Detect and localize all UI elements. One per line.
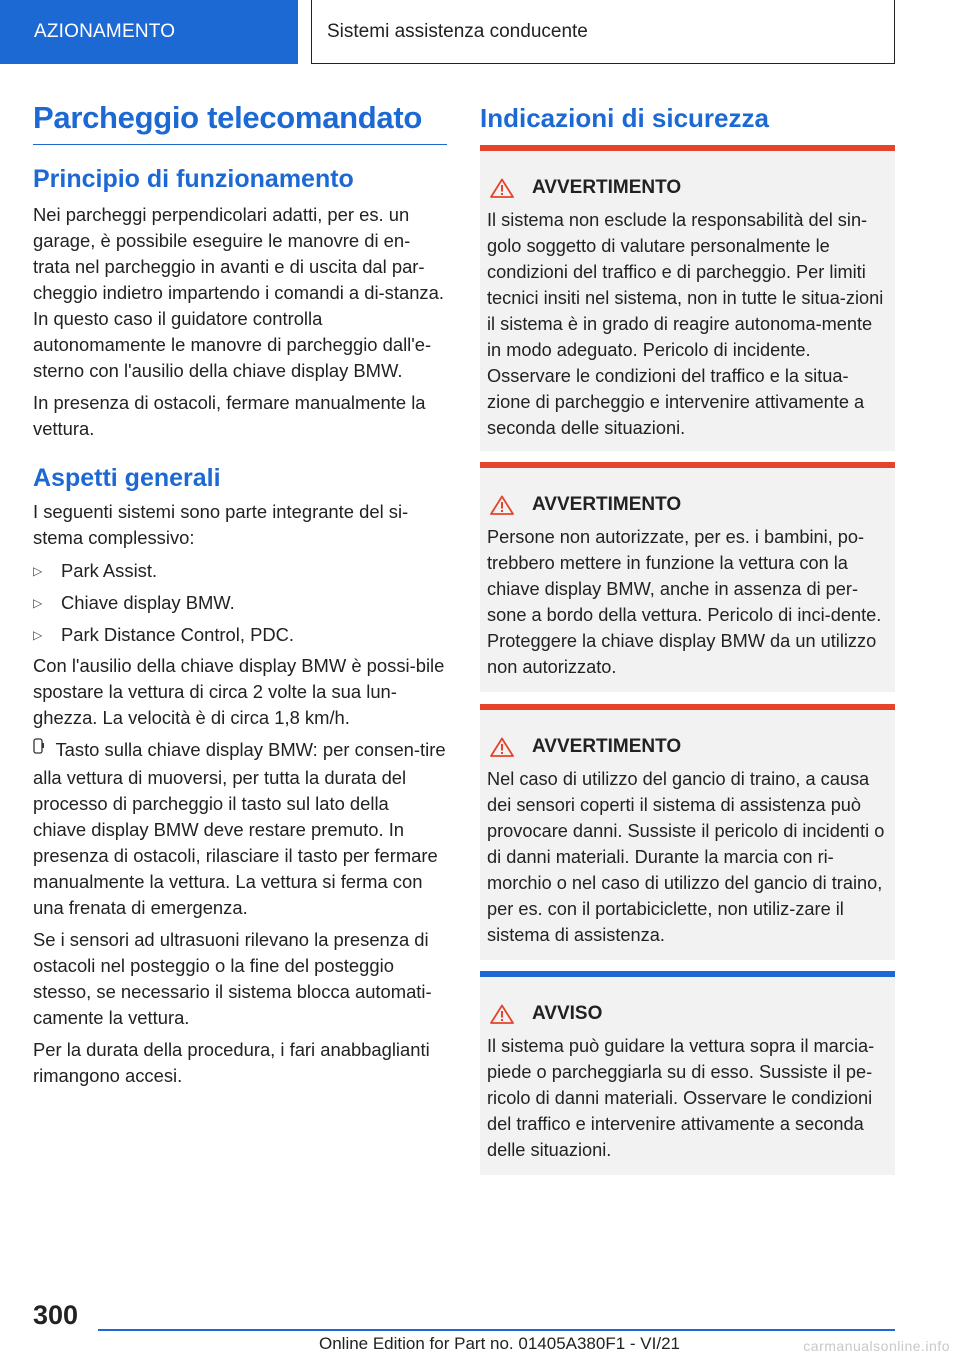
- watermark: carmanualsonline.info: [803, 1338, 950, 1354]
- warning-text: Nel caso di utilizzo del gancio di traino, a causa dei sensori coperti il sistema di assistenza può provocare danni. Sussiste il pericolo di incidenti o di danni materiali. Durante la marcia con ri-morchio o nel caso di utilizzo del gancio di traino, per es. con il portabiciclette, non utiliz-zare il sistema di assistenza.: [487, 769, 885, 945]
- warning-text: Persone non autorizzate, per es. i bambini, po-trebbero mettere in funzione la vettura con la chiave display BMW, anche in assenza di per-sone a bordo della vettura. Pericolo di inci-dente. Proteggere la chiave display BMW da un utilizzo non autorizzato.: [487, 527, 882, 677]
- warning-header: [480, 175, 895, 201]
- warning-label: AVVERTIMENTO: [532, 494, 682, 515]
- triangle-right-icon: ▷: [33, 596, 43, 610]
- list-item-label: Park Distance Control, PDC.: [61, 624, 295, 645]
- warning-triangle-icon: [490, 178, 514, 198]
- chapter-label: AZIONAMENTO: [34, 21, 176, 42]
- left-column: [33, 100, 447, 1089]
- chapter-tab: [0, 0, 298, 64]
- sensors-paragraph: Se i sensori ad ultrasuoni rilevano la presenza di ostacoli nel posteggio o la fine del posteggio stesso, se necessario il sistema blocca automati-camente la vettura.: [33, 929, 432, 1028]
- notice-box: [480, 971, 895, 1175]
- edition-text: Online Edition for Part no. 01405A380F1 - VI/21: [318, 1334, 680, 1353]
- footer-rule: [98, 1329, 895, 1331]
- page-title: Parcheggio telecomandato: [33, 100, 447, 145]
- page-number: 300: [33, 1300, 79, 1330]
- warning-bar: [480, 704, 895, 710]
- warning-box: [480, 462, 895, 692]
- warning-triangle-icon: [490, 495, 514, 515]
- list-item: [33, 555, 447, 587]
- general-intro: I seguenti sistemi sono parte integrante del si-stema complessivo:: [33, 501, 409, 548]
- warning-header: [480, 734, 895, 760]
- notice-label: AVVISO: [532, 1003, 603, 1024]
- warning-triangle-icon: [490, 737, 514, 757]
- warning-box: [480, 704, 895, 960]
- warning-box: [480, 145, 895, 451]
- notice-bar: [480, 971, 895, 977]
- movement-paragraph: Con l'ausilio della chiave display BMW è possi-bile spostare la vettura di circa 2 volte la sua lun-ghezza. La velocità è di circa 1,8 km/h.: [33, 655, 445, 728]
- right-column: [480, 100, 895, 1160]
- warning-label: AVVERTIMENTO: [532, 177, 682, 198]
- general-heading: Aspetti generali: [33, 464, 221, 492]
- section-label: Sistemi assistenza conducente: [327, 20, 588, 42]
- list-item-label: Park Assist.: [61, 560, 158, 581]
- warning-bar: [480, 462, 895, 468]
- list-item: [33, 587, 447, 619]
- component-list: [33, 555, 447, 651]
- warning-label: AVVERTIMENTO: [532, 736, 682, 757]
- principle-heading: Principio di funzionamento: [33, 165, 354, 193]
- triangle-right-icon: ▷: [33, 628, 43, 642]
- safety-heading: Indicazioni di sicurezza: [480, 103, 769, 133]
- section-header: [311, 0, 895, 64]
- list-item-label: Chiave display BMW.: [61, 592, 235, 613]
- warning-text: Il sistema non esclude la responsabilità del sin-golo soggetto di valutare personalmente le condizioni del traffico e di parcheggio. Per limiti tecnici insiti nel sistema, non in tutte le situa-zioni il sistema è in grado di reagire autonoma-mente in modo adeguato. Pericolo di incidente. Osservare le condizioni del traffico e la situa-zione di parcheggio e intervenire attivamente a seconda delle situazioni.: [487, 210, 884, 438]
- notice-text: Il sistema può guidare la vettura sopra il marcia-piede o parcheggiarla su di esso. Sussiste il pe-ricolo di danni materiali. Osservare le condizioni del traffico e intervenire attivamente a seconda delle situazioni.: [487, 1036, 875, 1160]
- notice-header: [480, 1001, 895, 1027]
- warning-triangle-icon: [490, 1004, 514, 1024]
- button-paragraph-text: Tasto sulla chiave display BMW: per consen-tire alla vettura di muoversi, per tutta la durata del processo di parcheggio il tasto sul lato della chiave display BMW deve restare premuto. In presenza di ostacoli, rilasciare il tasto per fermare manualmente la vettura. La vettura si ferma con una frenata di emergenza.: [33, 739, 446, 918]
- warning-header: [480, 492, 895, 518]
- principle-paragraph-1: Nei parcheggi perpendicolari adatti, per es. un garage, è possibile eseguire le manovre di en-trata nel parcheggio in avanti e di uscita dal par-cheggio indietro impartendo i comandi a di-stanza. In questo caso il guidatore controlla autonomamente le manovre di parcheggio dall'e-sterno con l'ausilio della chiave display BMW.: [33, 204, 444, 381]
- button-paragraph: [33, 737, 447, 921]
- list-item: [33, 619, 447, 651]
- triangle-right-icon: ▷: [33, 564, 43, 578]
- key-button-icon: [33, 743, 49, 760]
- principle-paragraph-2: In presenza di ostacoli, fermare manualmente la vettura.: [33, 392, 426, 439]
- lights-paragraph: Per la durata della procedura, i fari anabbaglianti rimangono accesi.: [33, 1039, 430, 1086]
- warning-bar: [480, 145, 895, 151]
